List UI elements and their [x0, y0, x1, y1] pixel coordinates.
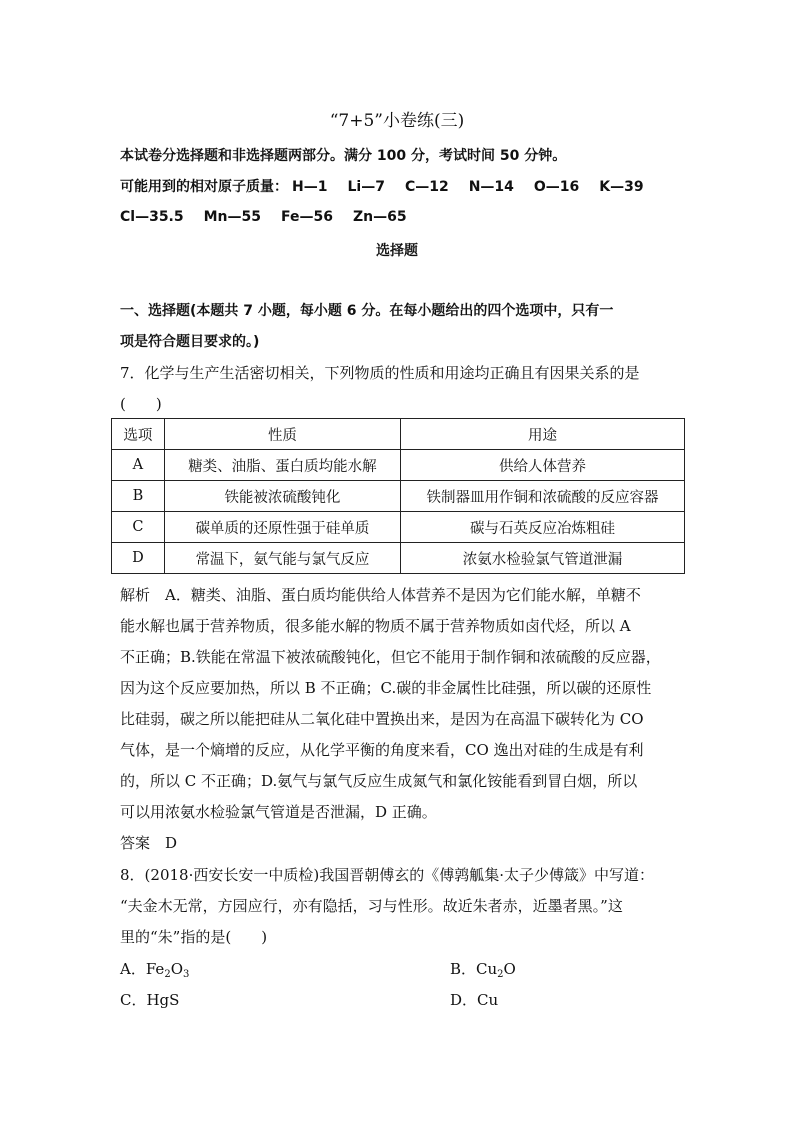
table-row — [112, 512, 685, 543]
atomic-masses-line-1 — [120, 177, 644, 197]
masses-label: 可能用到的相对原子质量： — [120, 179, 288, 195]
q8-choice-c: C．HgS — [120, 991, 180, 1009]
q7-stem-line-2: ( ) — [120, 395, 162, 413]
mass-li: Li—7 — [347, 179, 385, 195]
table-header-row — [112, 419, 685, 450]
cell-use: 供给人体营养 — [401, 450, 685, 481]
q7-options-table — [111, 418, 685, 574]
q8-stem-line-3: 里的“朱”指的是( ) — [120, 928, 268, 946]
mass-o: O—16 — [533, 179, 580, 195]
cell-option: B — [112, 481, 165, 512]
cell-property: 常温下，氨气能与氯气反应 — [164, 543, 400, 574]
table-row — [112, 481, 685, 512]
q7-analysis-line: 气体，是一个熵增的反应，从化学平衡的角度来看，CO 逸出对硅的生成是有利 — [120, 741, 644, 759]
cell-option: A — [112, 450, 165, 481]
exam-intro: 本试卷分选择题和非选择题两部分。满分 100 分，考试时间 50 分钟。 — [120, 148, 567, 164]
cell-use: 碳与石英反应冶炼粗硅 — [401, 512, 685, 543]
q7-answer: 答案 D — [120, 834, 178, 852]
q7-analysis-line: 的，所以 C 不正确；D.氨气与氯气反应生成氮气和氯化铵能看到冒白烟，所以 — [120, 772, 638, 790]
q7-stem-line-1: 7．化学与生产生活密切相关，下列物质的性质和用途均正确且有因果关系的是 — [120, 364, 640, 382]
section-title: 选择题 — [376, 243, 418, 259]
q8-stem-line-2: “夫金木无常，方园应行，亦有隐括，习与性形。故近朱者赤，近墨者黑。”这 — [120, 897, 623, 915]
mass-fe: Fe—56 — [281, 209, 333, 225]
header-use: 用途 — [401, 419, 685, 450]
q8-choice-b — [450, 958, 516, 980]
mass-zn: Zn—65 — [353, 209, 407, 225]
choice-b-subscript: 2 — [497, 969, 504, 980]
choice-a-subscript: 3 — [183, 969, 190, 980]
cell-use: 浓氨水检验氯气管道泄漏 — [401, 543, 685, 574]
q7-analysis-line: 可以用浓氨水检验氯气管道是否泄漏，D 正确。 — [120, 803, 437, 821]
mass-h: H—1 — [292, 179, 328, 195]
cell-property: 铁能被浓硫酸钝化 — [164, 481, 400, 512]
choice-b-formula-part: O — [503, 960, 516, 978]
table-row — [112, 450, 685, 481]
choice-b-label: B． — [450, 960, 477, 978]
choice-a-formula-part: Fe — [145, 960, 165, 978]
choice-a-formula-part: O — [170, 960, 183, 978]
cell-property: 碳单质的还原性强于硅单质 — [164, 512, 400, 543]
choice-a-label: A． — [120, 960, 146, 978]
mass-mn: Mn—55 — [203, 209, 262, 225]
cell-option: D — [112, 543, 165, 574]
choice-a-subscript: 2 — [164, 969, 171, 980]
part-heading-line-2: 项是符合题目要求的。) — [120, 334, 260, 350]
atomic-masses-line-2 — [120, 207, 427, 227]
cell-option: C — [112, 512, 165, 543]
q7-analysis-line: 解析 A．糖类、油脂、蛋白质均能供给人体营养不是因为它们能水解，单糖不 — [120, 586, 641, 604]
header-property: 性质 — [164, 419, 400, 450]
q7-analysis-line: 不正确；B.铁能在常温下被浓硫酸钝化，但它不能用于制作铜和浓硫酸的反应器， — [120, 648, 661, 666]
cell-use: 铁制器皿用作铜和浓硫酸的反应容器 — [401, 481, 685, 512]
q8-stem-line-1: 8．(2018·西安长安一中质检)我国晋朝傅玄的《傅鹑觚集·太子少傅箴》中写道： — [120, 866, 654, 884]
part-heading-line-1: 一、选择题(本题共 7 小题，每小题 6 分。在每小题给出的四个选项中，只有一 — [120, 303, 614, 319]
mass-k: K—39 — [599, 179, 644, 195]
q7-analysis-line: 能水解也属于营养物质，很多能水解的物质不属于营养物质如卤代烃，所以 A — [120, 617, 631, 635]
table-row — [112, 543, 685, 574]
q7-analysis-line: 因为这个反应要加热，所以 B 不正确；C.碳的非金属性比硅强，所以碳的还原性 — [120, 679, 652, 697]
cell-property: 糖类、油脂、蛋白质均能水解 — [164, 450, 400, 481]
page-title: “7+5”小卷练(三) — [329, 111, 465, 131]
mass-n: N—14 — [468, 179, 514, 195]
q8-choice-d: D．Cu — [450, 991, 499, 1009]
mass-cl: Cl—35.5 — [120, 209, 184, 225]
header-option: 选项 — [112, 419, 165, 450]
q7-analysis-line: 比硅弱，碳之所以能把硅从二氧化硅中置换出来，是因为在高温下碳转化为 CO — [120, 710, 644, 728]
mass-c: C—12 — [404, 179, 449, 195]
choice-b-formula-part: Cu — [476, 960, 498, 978]
q8-choice-a — [120, 958, 189, 980]
